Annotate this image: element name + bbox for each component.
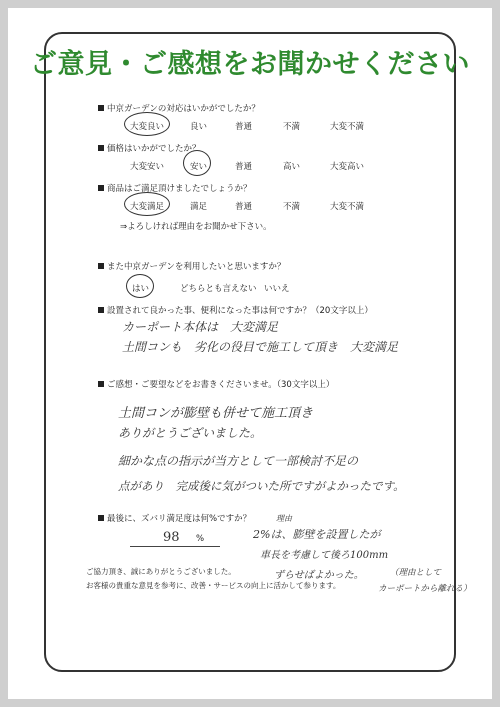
question-comments (98, 378, 334, 390)
option[interactable]: 大変不満 (330, 122, 365, 132)
option[interactable]: 大変満足 (130, 202, 165, 212)
square-bullet-icon (98, 263, 104, 269)
option[interactable]: いいえ (264, 284, 290, 294)
option[interactable]: 大変不満 (330, 202, 365, 212)
handwritten-answer: 点があり 完成後に気がついた所ですがよかったです。 (118, 479, 405, 493)
options-service (0, 120, 500, 134)
question-product (98, 182, 252, 194)
option[interactable]: 普通 (235, 162, 253, 172)
question-service (98, 102, 260, 114)
option[interactable]: 安い (190, 162, 208, 172)
square-bullet-icon (98, 381, 104, 387)
question-reuse (98, 260, 285, 272)
selection-circle (124, 112, 170, 136)
handwritten-reason: ずらせばよかった。 (274, 570, 364, 581)
selection-circle (124, 192, 170, 216)
option[interactable]: 大変良い (130, 122, 165, 132)
question-price (98, 142, 201, 154)
question-label: 商品はご満足頂けましたでしょうか？ (107, 184, 252, 194)
square-bullet-icon (98, 145, 104, 151)
page-title: ご意見・ご感想をお聞かせください (30, 49, 470, 80)
option[interactable]: 大変安い (130, 162, 165, 172)
option[interactable]: はい (132, 284, 150, 294)
satisfaction-value: 98 (163, 530, 180, 545)
option[interactable]: 不満 (283, 122, 301, 132)
option[interactable]: 満足 (190, 202, 208, 212)
selection-circle (126, 274, 154, 298)
option[interactable]: 大変高い (330, 162, 365, 172)
options-price (0, 160, 500, 174)
square-bullet-icon (98, 515, 104, 521)
selection-circle (183, 150, 211, 176)
question-benefit (98, 304, 373, 316)
question-satisfaction (98, 512, 251, 524)
handwritten-answer: ありがとうございました。 (118, 426, 263, 440)
handwritten-reason: 車長を考慮して後ろ100mm (260, 550, 389, 561)
option[interactable]: 普通 (235, 122, 253, 132)
question-label: また中京ガーデンを利用したいと思いますか？ (107, 262, 286, 272)
answer-underline (130, 546, 220, 547)
question-label: 価格はいかがでしたか？ (107, 144, 201, 154)
handwritten-answer: 細かな点の指示が当方として一部検討不足の (118, 454, 359, 468)
footer-thanks: ご協力頂き、誠にありがとうございました。 (86, 567, 236, 576)
square-bullet-icon (98, 185, 104, 191)
option[interactable]: 高い (283, 162, 301, 172)
handwritten-reason: カーポートから離れる） (378, 584, 472, 594)
footer-note: お客様の貴重な意見を参考に、改善・サービスの向上に活かして参ります。 (86, 581, 341, 590)
question-label: 中京ガーデンの対応はいかがでしたか？ (107, 104, 260, 114)
handwritten-answer: 土間コンが膨壁も併せて施工頂き (118, 406, 314, 421)
square-bullet-icon (98, 105, 104, 111)
handwritten-reason: 2%は、膨壁を設置したが (253, 528, 381, 541)
option[interactable]: どちらとも言えない (180, 284, 257, 294)
option[interactable]: 不満 (283, 202, 301, 212)
square-bullet-icon (98, 307, 104, 313)
handwritten-answer: カーポート本体は 大変満足 (122, 320, 279, 334)
options-reuse (0, 282, 500, 296)
options-product (0, 200, 500, 214)
handwritten-reason: （理由として (390, 568, 442, 578)
question-label: ご感想・ご要望などをお書きくださいませ。（30文字以上） (107, 380, 335, 390)
reason-prompt: ⇒よろしければ理由をお聞かせ下さい。 (120, 222, 272, 232)
reason-label: 理由 (276, 514, 292, 523)
percent-unit: % (196, 534, 205, 544)
question-label: 最後に、ズバリ満足度は何%ですか？ (107, 514, 252, 524)
option[interactable]: 普通 (235, 202, 253, 212)
question-label: 設置されて良かった事、便利になった事は何ですか？（20文字以上） (107, 306, 373, 316)
handwritten-answer: 土間コンも 劣化の役目で施工して頂き 大変満足 (122, 340, 399, 354)
option[interactable]: 良い (190, 122, 208, 132)
